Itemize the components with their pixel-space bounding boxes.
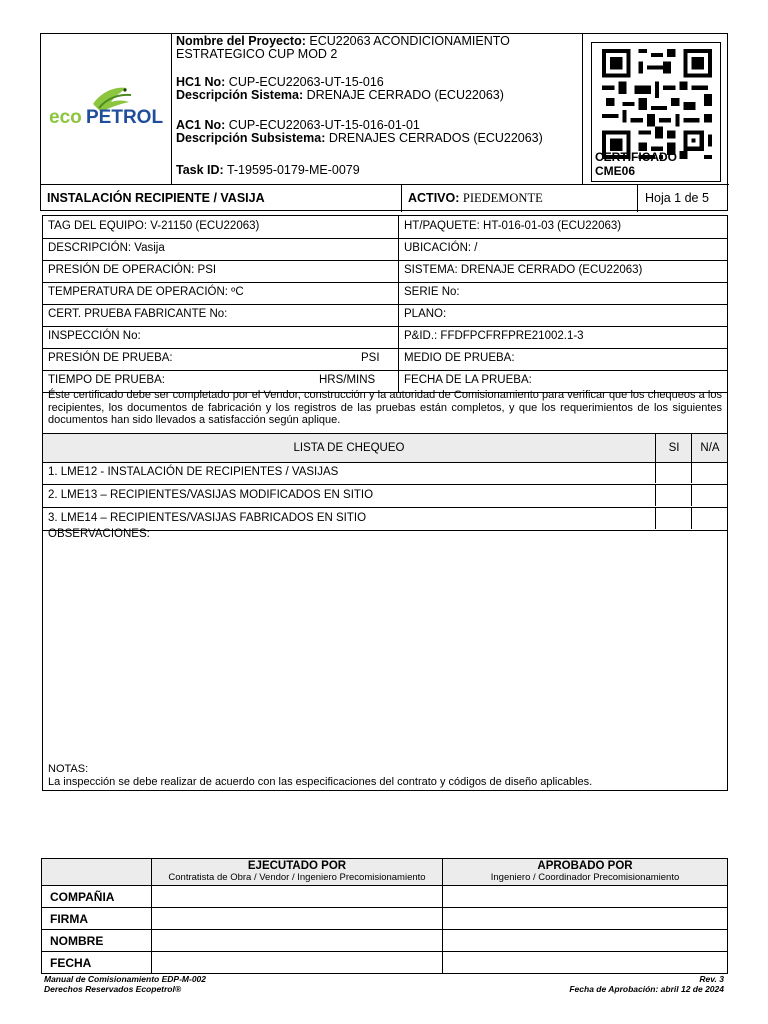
ac1-label: AC1 No:	[176, 118, 226, 132]
form-title-row	[41, 184, 729, 212]
executed-header	[152, 859, 443, 886]
system-value: DRENAJE CERRADO (ECU22063)	[306, 88, 504, 102]
checklist-si-header: SI	[655, 434, 692, 462]
drawing-field[interactable]: PLANO:	[398, 304, 724, 326]
executed-subtitle: Contratista de Obra / Vendor / Ingeniero Precomisionamiento	[168, 872, 426, 883]
svg-text:PETROL: PETROL	[86, 107, 164, 128]
checklist-item: 2. LME13 – RECIPIENTES/VASIJAS MODIFICADOS EN SITIO	[48, 489, 374, 501]
na-checkbox[interactable]	[691, 484, 728, 506]
form-row	[43, 238, 727, 261]
task-value: T-19595-0179-ME-0079	[226, 163, 360, 177]
svg-text:eco: eco	[49, 107, 82, 128]
test-pressure-field[interactable]: PRESIÓN DE PRUEBA:	[48, 352, 173, 364]
document-header	[40, 33, 728, 211]
footer-left	[44, 974, 206, 994]
qr-code-icon	[593, 45, 721, 163]
approved-signature-field[interactable]	[443, 908, 728, 930]
notes-block	[48, 763, 592, 789]
subsystem-label: Descripción Subsistema:	[176, 131, 326, 145]
ht-field[interactable]: HT/PAQUETE: HT-016-01-03 (ECU22063)	[398, 216, 724, 238]
page-indicator: Hoja 1 de 5	[637, 185, 709, 212]
logo-cell	[41, 34, 172, 184]
form-row	[43, 326, 727, 349]
date-label: FECHA	[42, 952, 152, 974]
checklist-title: LISTA DE CHEQUEO	[293, 442, 405, 454]
approval-date: Fecha de Aprobación: abril 12 de 2024	[569, 984, 724, 994]
form-row	[43, 348, 727, 371]
checklist-header	[43, 433, 727, 463]
certificate-label: CERTIFICADO CME06	[595, 150, 677, 178]
task-label: Task ID:	[176, 163, 224, 177]
form-title: INSTALACIÓN RECIPIENTE / VASIJA	[47, 191, 265, 205]
qr-cell	[582, 34, 729, 184]
executed-date-field[interactable]	[152, 952, 443, 974]
project-label: Nombre del Proyecto:	[176, 34, 306, 48]
notes-text: La inspección se debe realizar de acuerdo con las especificaciones del contrato y códigos de diseño aplicables.	[48, 776, 593, 788]
subsystem-value: DRENAJES CERRADOS (ECU22063)	[328, 131, 543, 145]
activo-value: PIEDEMONTE	[462, 191, 543, 205]
inspection-form	[42, 215, 728, 791]
pid-field[interactable]: P&ID.: FFDFPCFRFPRE21002.1-3	[398, 326, 724, 348]
operating-pressure-field[interactable]: PRESIÓN DE OPERACIÓN: PSI	[48, 264, 217, 276]
checklist-na-header: N/A	[691, 434, 728, 462]
si-checkbox[interactable]	[655, 507, 692, 529]
project-value: ECU22063 ACONDICIONAMIENTO ESTRATEGICO CUP MOD 2	[176, 34, 510, 61]
observations-label[interactable]: OBSERVACIONES:	[48, 528, 150, 540]
na-checkbox[interactable]	[691, 461, 728, 483]
si-checkbox[interactable]	[655, 461, 692, 483]
checklist-row	[43, 484, 727, 508]
name-label: NOMBRE	[42, 930, 152, 952]
test-time-field[interactable]: TIEMPO DE PRUEBA:	[48, 374, 165, 386]
test-date-field[interactable]: FECHA DE LA PRUEBA:	[398, 370, 724, 392]
approved-company-field[interactable]	[443, 886, 728, 908]
activo-label: ACTIVO:	[408, 191, 460, 205]
hc1-value: CUP-ECU22063-UT-15-016	[228, 75, 384, 89]
serial-field[interactable]: SERIE No:	[398, 282, 724, 304]
executed-title: EJECUTADO POR	[247, 860, 347, 872]
inspection-field[interactable]: INSPECCIÓN No:	[48, 330, 141, 342]
checklist-item: 3. LME14 – RECIPIENTES/VASIJAS FABRICADOS EN SITIO	[48, 512, 367, 524]
form-row	[43, 282, 727, 305]
form-row	[43, 260, 727, 283]
system-field[interactable]: SISTEMA: DRENAJE CERRADO (ECU22063)	[398, 260, 724, 282]
revision: Rev. 3	[699, 974, 724, 984]
ac1-value: CUP-ECU22063-UT-15-016-01-01	[228, 118, 420, 132]
activo-cell	[401, 185, 642, 212]
approved-name-field[interactable]	[443, 930, 728, 952]
si-checkbox[interactable]	[655, 484, 692, 506]
approved-header	[443, 859, 728, 886]
test-medium-field[interactable]: MEDIO DE PRUEBA:	[398, 348, 724, 370]
form-row	[43, 304, 727, 327]
approved-date-field[interactable]	[443, 952, 728, 974]
signature-label: FIRMA	[42, 908, 152, 930]
hc1-label: HC1 No:	[176, 75, 226, 89]
form-row	[43, 216, 727, 239]
checklist-item: 1. LME12 - INSTALACIÓN DE RECIPIENTES / VASIJAS	[48, 466, 339, 478]
approved-title: APROBADO POR	[537, 860, 633, 872]
description-field[interactable]: DESCRIPCIÓN: Vasija	[48, 242, 165, 254]
intro-text: Éste certificado debe ser completado por el Vendor, construcción y la autoridad de Comisionamiento para verificar que los chequeos a los recipientes, los documentos de fabricación y los registros de las pruebas están completos, y que los requerimientos de los siguientes documentos han sido llevados a satisfacción según aplique.	[48, 389, 722, 426]
location-field[interactable]: UBICACIÓN: /	[398, 238, 724, 260]
company-label: COMPAÑIA	[42, 886, 152, 908]
checklist-row	[43, 461, 727, 485]
approved-subtitle: Ingeniero / Coordinador Precomisionamiento	[490, 872, 680, 883]
ecopetrol-logo	[41, 34, 172, 184]
executed-signature-field[interactable]	[152, 908, 443, 930]
copyright: Derechos Reservados Ecopetrol®	[44, 984, 182, 994]
executed-company-field[interactable]	[152, 886, 443, 908]
signature-table	[41, 858, 728, 974]
system-label: Descripción Sistema:	[176, 88, 304, 102]
signature-corner	[42, 859, 152, 886]
qr-frame	[591, 42, 721, 182]
manufacturer-test-field[interactable]: CERT. PRUEBA FABRICANTE No:	[48, 308, 228, 320]
test-time-unit: HRS/MINS	[319, 374, 376, 386]
notes-label: NOTAS:	[48, 763, 89, 775]
footer-right	[569, 974, 724, 994]
na-checkbox[interactable]	[691, 507, 728, 529]
tag-field[interactable]: TAG DEL EQUIPO: V-21150 (ECU22063)	[48, 220, 260, 232]
manual-reference: Manual de Comisionamiento EDP-M-002	[44, 974, 206, 984]
executed-name-field[interactable]	[152, 930, 443, 952]
test-pressure-unit: PSI	[361, 352, 380, 364]
operating-temperature-field[interactable]: TEMPERATURA DE OPERACIÓN: ºC	[48, 286, 244, 298]
